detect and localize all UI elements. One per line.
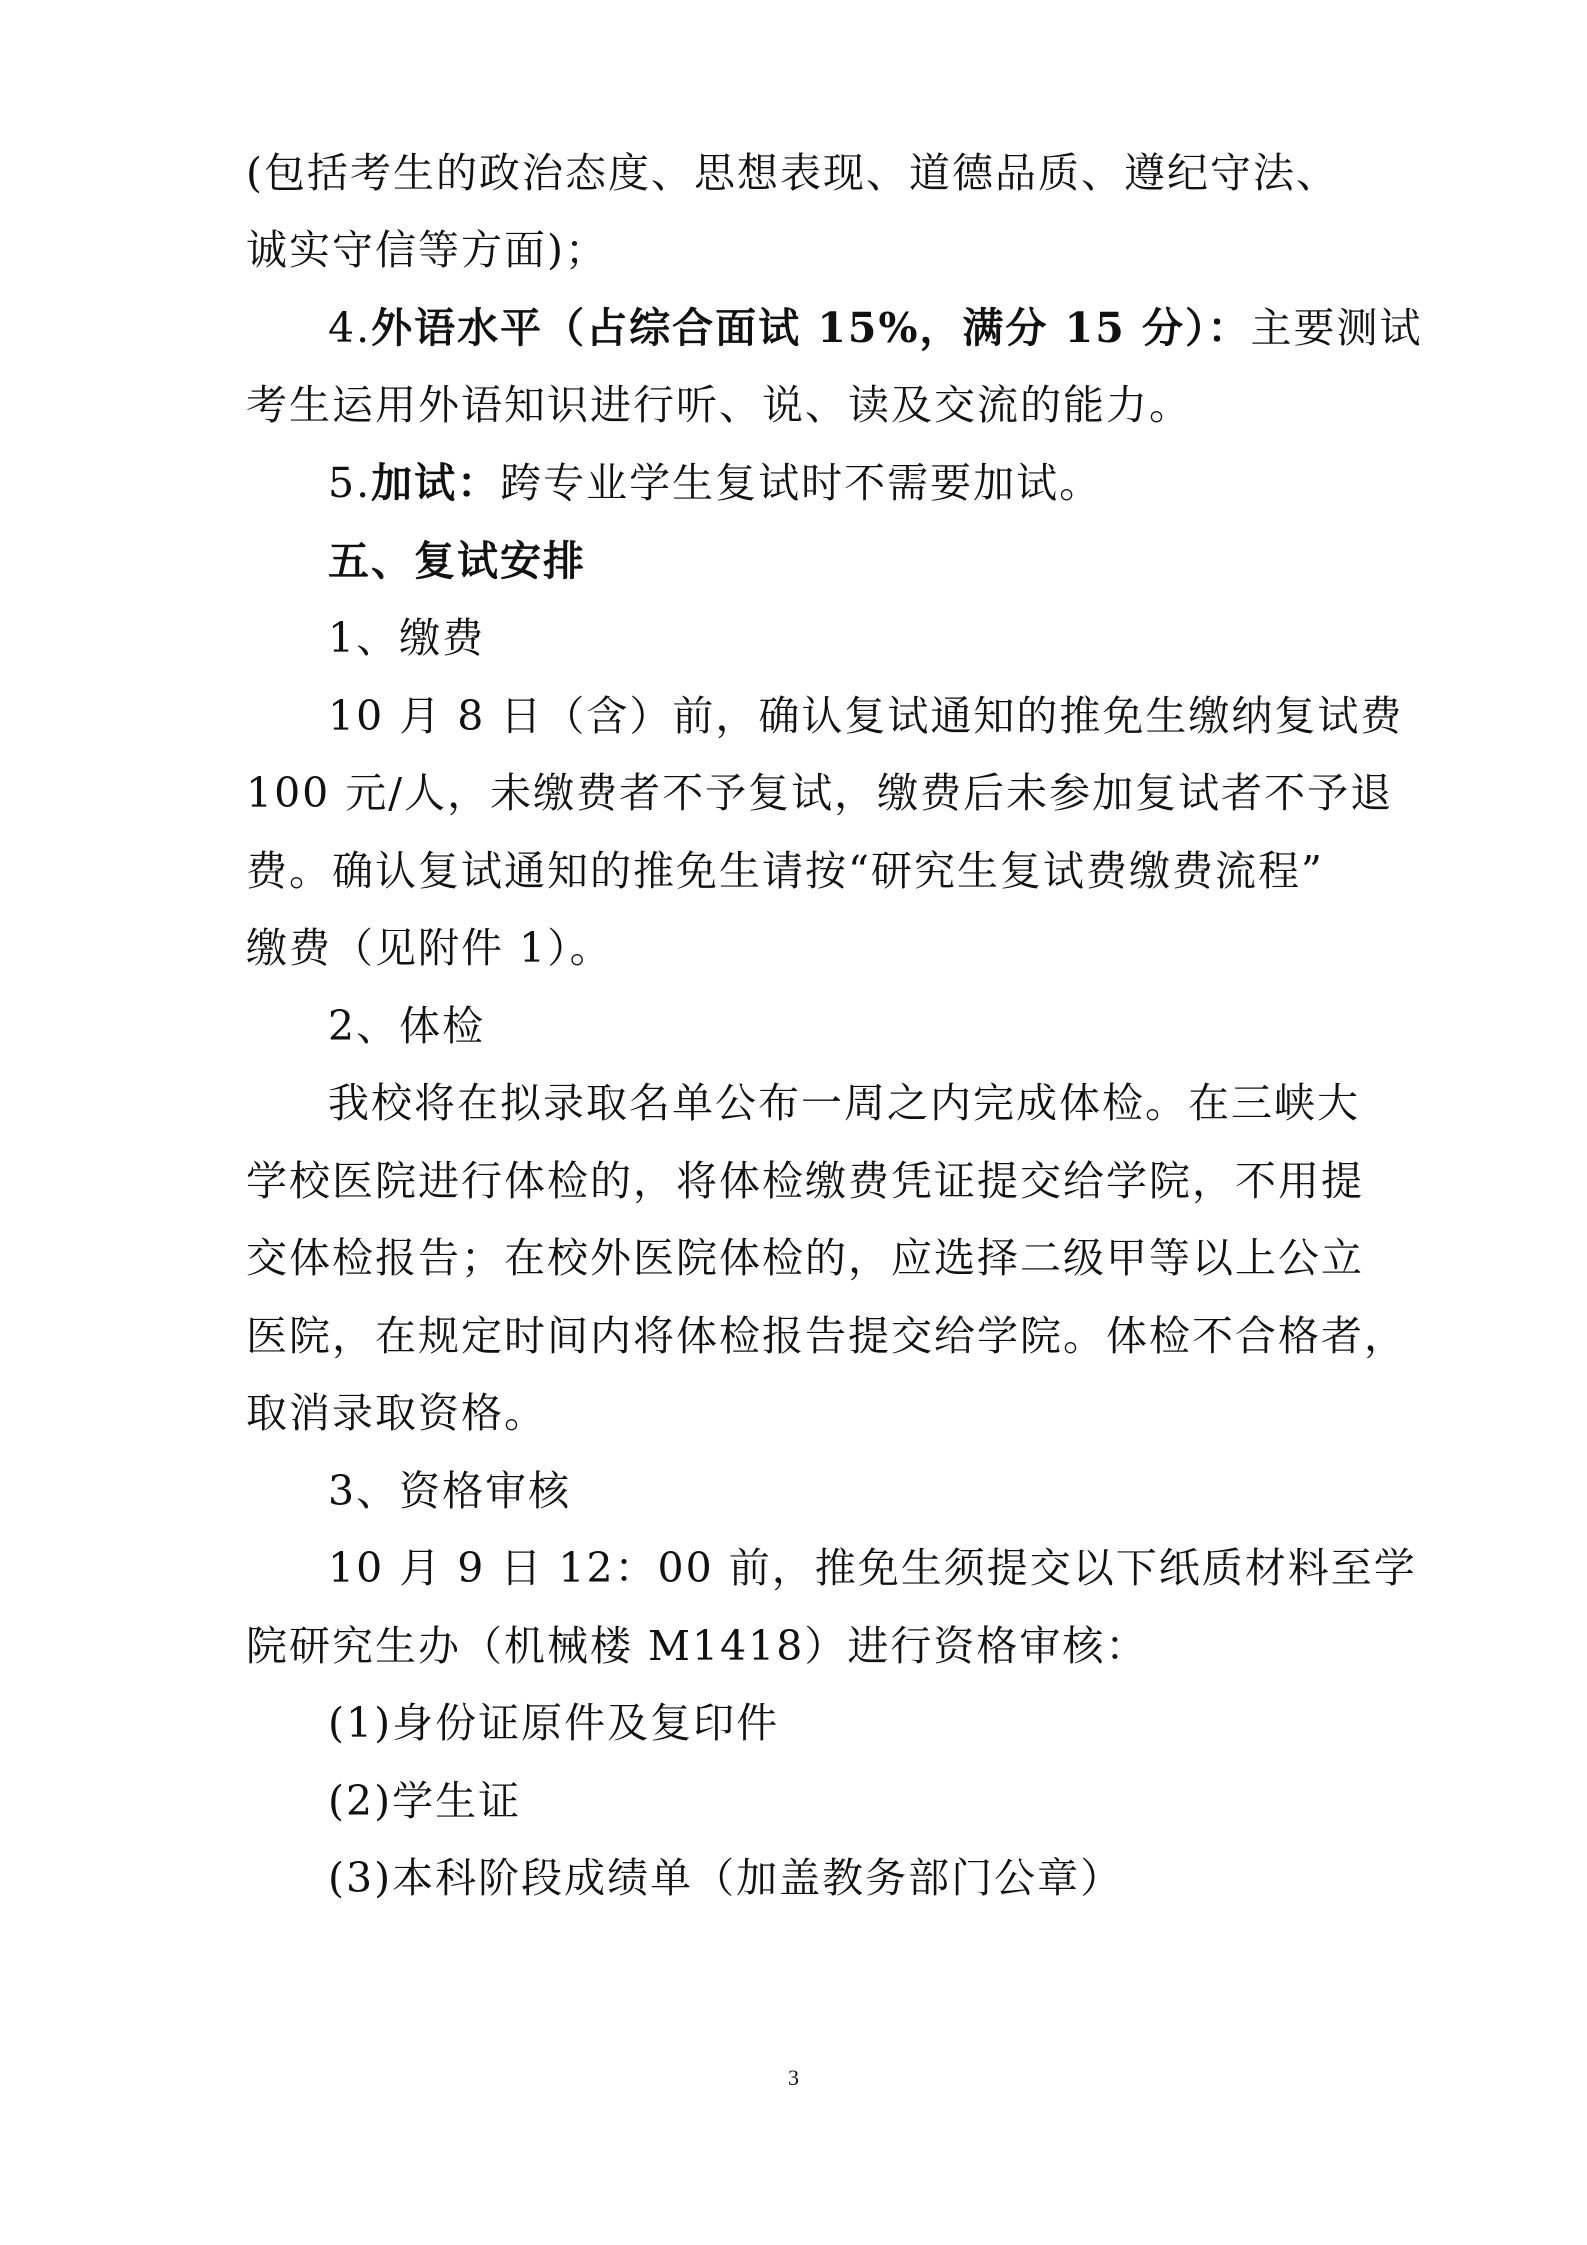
item-5-text: 跨专业学生复试时不需要加试。	[500, 459, 1103, 507]
item-5-line	[328, 455, 1356, 511]
page-number: 3	[788, 2065, 799, 2090]
subsection-title-fee: 1、缴费	[328, 614, 486, 662]
paragraph-line: 院研究生办（机械楼 M1418）进行资格审核：	[246, 1622, 1149, 1670]
item-4-line	[328, 300, 1423, 356]
paragraph-line: 诚实守信等方面)；	[246, 226, 608, 274]
paragraph-line: 取消录取资格。	[246, 1389, 547, 1437]
paragraph-line: 我校将在拟录取名单公布一周之内完成体检。在三峡大	[328, 1079, 1360, 1127]
item-4-heading: 外语水平（占综合面试 15%，满分 15 分）：	[371, 304, 1251, 352]
paragraph-line: 缴费（见附件 1）。	[246, 924, 613, 972]
paragraph-line: 交体检报告；在校外医院体检的，应选择二级甲等以上公立	[246, 1234, 1364, 1282]
subsection-title-medical: 2、体检	[328, 1002, 486, 1050]
subsection-title-qualification: 3、资格审核	[328, 1467, 572, 1515]
section-title: 五、复试安排	[328, 537, 586, 585]
paragraph-line: 医院，在规定时间内将体检报告提交给学院。体检不合格者，	[246, 1312, 1407, 1360]
materials-item: (3)本科阶段成绩单（加盖教务部门公章）	[328, 1854, 1124, 1902]
paragraph-line: 考生运用外语知识进行听、说、读及交流的能力。	[246, 381, 1192, 429]
item-4-number: 4.	[328, 304, 372, 352]
paragraph-line: 费。确认复试通知的推免生请按“研究生复试费缴费流程”	[246, 847, 1324, 895]
paragraph-line: 10 月 9 日 12：00 前，推免生须提交以下纸质材料至学	[328, 1544, 1417, 1592]
paragraph-line: 学校医院进行体检的，将体检缴费凭证提交给学院，不用提	[246, 1157, 1364, 1205]
item-5-heading: 加试：	[371, 459, 501, 507]
item-5-number: 5.	[328, 459, 372, 507]
materials-item: (1)身份证原件及复印件	[328, 1699, 780, 1747]
paragraph-line: 10 月 8 日（含）前，确认复试通知的推免生缴纳复试费	[328, 692, 1404, 740]
paragraph-line: (包括考生的政治态度、思想表现、道德品质、遵纪守法、	[246, 149, 1339, 197]
item-4-text: 主要测试	[1250, 304, 1423, 352]
paragraph-line: 100 元/人，未缴费者不予复试，缴费后未参加复试者不予退	[246, 769, 1394, 817]
materials-item: (2)学生证	[328, 1777, 522, 1825]
